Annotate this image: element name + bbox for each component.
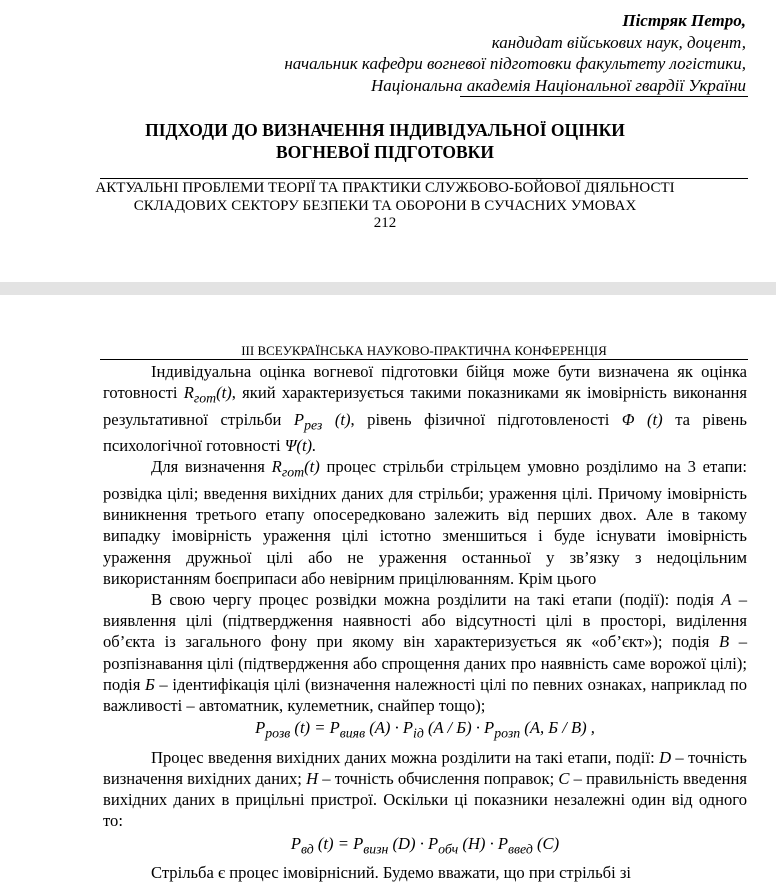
paragraph-2: Для визначення $R_{гот}(t)$ процес стрільби стрільцем умовно розділимо на 3 етапи: розвідка цілі; введення вихідних даних для стрільби; ураження цілі. Причому імовірність виникнення третього етапу опосередковано залежить від перших двох. Але в такому випадку імовірність ураження цілі істотно зменшиться і буде існувати імовірність ураження дружньої цілі або не ураження останньої у зв’язку з недоцільним використанням боєприпаси або невірним прицілюванням. Крім цього: [103, 457, 748, 588]
page-number: 212: [373, 215, 397, 231]
paragraph-5: Стрільба є процес імовірнісний. Будемо вважати, що при стрільбі зі: [151, 863, 632, 883]
author-position: начальник кафедри вогневої підготовки факультету логістики,: [284, 54, 746, 73]
title-line-1: ПІДХОДИ ДО ВИЗНАЧЕННЯ ІНДИВІДУАЛЬНОЇ ОЦІНКИ: [145, 120, 625, 140]
paragraph-4: Процес введення вихідних даних можна розділити на такі етапи, події: D – точність визначення вихідних даних; H – точність обчислення поправок; C – правильність введення вихідних даних в прицільні пристрої. Оскільки ці показники незалежні один від одного то:: [103, 747, 747, 831]
author-divider: [460, 96, 748, 97]
author-institution: Національна академія Національної гвардії України: [370, 75, 746, 95]
source-line-1: АКТУАЛЬНІ ПРОБЛЕМИ ТЕОРІЇ ТА ПРАКТИКИ СЛУЖБОВО-БОЙОВОЇ ДІЯЛЬНОСТІ: [95, 180, 675, 196]
header-rule: [100, 359, 748, 360]
article-body: [103, 361, 747, 883]
running-header: ІІІ ВСЕУКРАЇНСЬКА НАУКОВО-ПРАКТИЧНА КОНФЕРЕНЦІЯ: [241, 343, 607, 358]
formula-reconnaissance: $P_{розв}$ $(t) = P_{вияв}$ $(A) \cdot P_{ід}$ $(A / Б) \cdot P_{розп}$ (A, Б / B) ,: [255, 718, 595, 741]
source-divider: [100, 178, 748, 179]
author-degree: кандидат військових наук, доцент,: [491, 32, 746, 52]
page-break: [0, 282, 776, 295]
formula-input-data: $P_{вд}$ $(t) = P_{визн}$ $(D) \cdot P_{обч}$ $(H) \cdot P_{введ}$ (C): [290, 833, 560, 856]
source-block: [40, 180, 730, 233]
paper-title: [60, 119, 710, 163]
source-line-2: СКЛАДОВИХ СЕКТОРУ БЕЗПЕКИ ТА ОБОРОНИ В СУЧАСНИХ УМОВАХ: [133, 197, 637, 214]
author-name: Пістряк Петро,: [622, 11, 746, 30]
paragraph-1: Індивідуальна оцінка вогневої підготовки бійця може бути визначена як оцінка готовності $R_{гот}(t)$, який характеризується такими показниками як імовірність виконання результативної стрільби $P_{рез}$ (t), рівень фізичної підготовленості Φ (t) та рівень психологічної готовності Ψ(t).: [103, 362, 747, 456]
title-line-2: ВОГНЕВОЇ ПІДГОТОВКИ: [276, 142, 494, 162]
paragraph-3: В свою чергу процес розвідки можна розділити на такі етапи (події): подія А – виявлення цілі (підтвердження наявності або відсутності цілі в просторі, виділення об’єкта із загального фону при якому він характеризується як «об’єкт»); подія В – розпізнавання цілі (підтвердження або спрощення даних про наявність саме ворожої цілі); подія Б – ідентифікація цілі (визначення належності цілі по певних ознаках, наприклад по важливості – автоматник, кулеметник, снайпер тощо);: [103, 589, 747, 715]
author-block: [146, 10, 746, 96]
